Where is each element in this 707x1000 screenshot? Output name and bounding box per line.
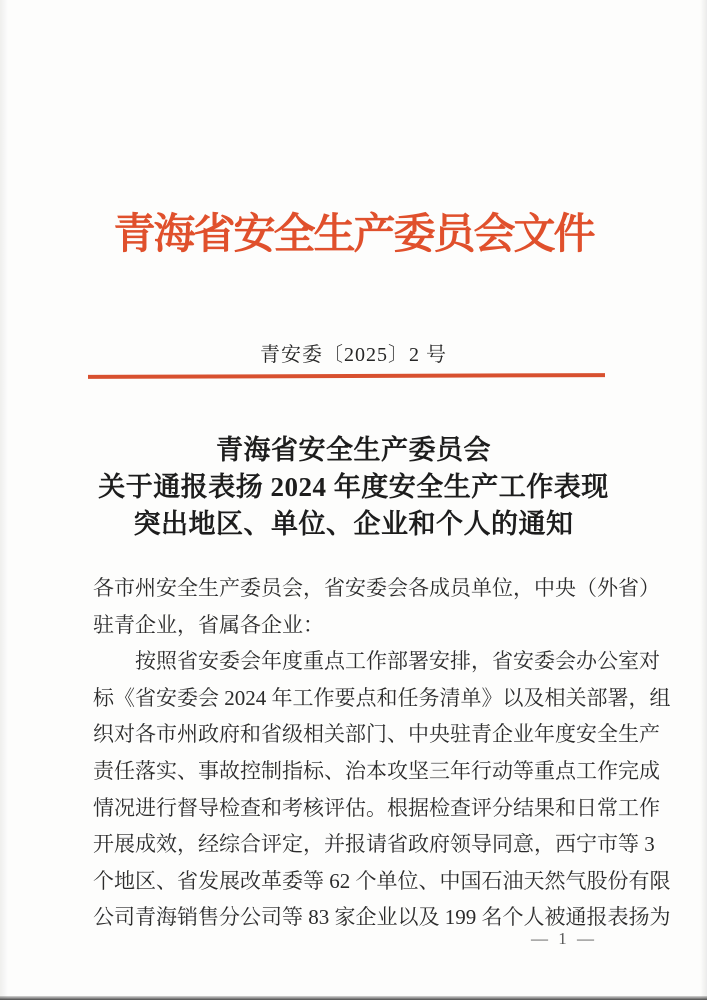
page-number: — 1 — [531, 929, 597, 948]
body-line: 开展成效，经综合评定，并报请省政府领导同意，西宁市等 3 [93, 832, 655, 857]
body-line: 责任落实、事故控制指标、治本攻坚三年行动等重点工作完成 [93, 758, 660, 783]
body-line: 按照省安委会年度重点工作部署安排，省安委会办公室对 [135, 649, 660, 674]
body-line: 标《省安委会 2024 年工作要点和任务清单》以及相关部署，组 [93, 685, 671, 710]
page-edge-shading-left [0, 0, 8, 1000]
document-number: 青安委〔2025〕2 号 [260, 344, 447, 366]
body-line: 公司青海销售分公司等 83 家企业以及 199 名个人被通报表扬为 [93, 905, 671, 930]
body-line: 各市州安全生产委员会，省安委会各成员单位，中央（外省） [93, 576, 660, 600]
body-line: 个地区、省发展改革委等 62 个单位、中国石油天然气股份有限 [93, 868, 671, 893]
page-edge-shading-right [700, 0, 707, 1000]
page-edge-shading-bottom [0, 996, 707, 1000]
title-line-2: 关于通报表扬 2024 年度安全生产工作表现 [98, 472, 609, 502]
letterhead-title: 青海省安全生产委员会文件 [113, 212, 594, 258]
title-line-1: 青海省安全生产委员会 [216, 435, 491, 465]
body-line: 驻青企业，省属各企业： [93, 612, 324, 637]
title-line-3: 突出地区、单位、企业和个人的通知 [133, 509, 574, 539]
body-line: 情况进行督导检查和考核评估。根据检查评分结果和日常工作 [93, 795, 660, 820]
body-line: 织对各市州政府和省级相关部门、中央驻青企业年度安全生产 [93, 722, 660, 747]
red-divider-rule [88, 373, 605, 379]
document-title [0, 432, 707, 543]
document-body [93, 570, 671, 936]
